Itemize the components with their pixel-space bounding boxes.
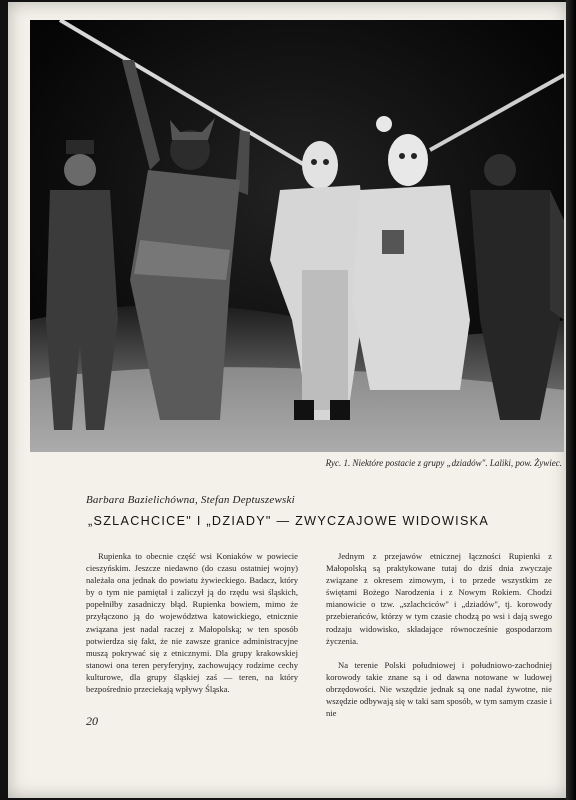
- folk-masked-figures-photograph: [30, 20, 564, 452]
- body-column-right: [326, 550, 552, 719]
- body-paragraph: Jednym z przejawów etnicznej łączności Rupienki z Małopolską są praktykowane tutaj do dziś dnia zwyczaje związane z okresem zimowym, i to przede wszystkim ze świętami Bożego Narodzenia i z Nowym Rokiem. Chodzi mianowicie o tzw. „szlachciców" i „dziadów", tj. korowody przebierańców, którzy w tym czasie chodzą po wsi i dają swego rodzaju widowisko, składające równocześnie gospodarzom życzenia.: [326, 551, 552, 646]
- page-number: 20: [86, 714, 98, 728]
- photograph-illustration: [30, 20, 564, 452]
- photo-caption: Ryc. 1. Niektóre postacie z grupy „dziadów". Laliki, pow. Żywiec.: [325, 458, 562, 468]
- article-authors: Barbara Bazielichówna, Stefan Deptuszewski: [86, 494, 295, 506]
- scan-border: [566, 0, 576, 800]
- article-title: „SZLACHCICE" I „DZIADY" — ZWYCZAJOWE WIDOWISKA: [88, 514, 490, 528]
- body-paragraph: Na terenie Polski południowej i południowo-zachodniej korowody takie znane są i od dawna notowane w ludowej obrzędowości. Nie wszędzie jednak są one nadal żywotne, nie wszędzie odbywają się w taki sam sposób, w tym samym czasie i nie: [326, 659, 552, 719]
- body-column-left: [86, 550, 298, 695]
- body-paragraph: Rupienka to obecnie część wsi Koniaków w powiecie cieszyńskim. Jeszcze niedawno (do czasu ostatniej wojny) należała ona jednak do powiatu żywieckiego. Badacz, który by o tym nie pamiętał i zaliczył ją do rzędu wsi śląskich, popełniłby zasadniczy błąd. Rupienka bowiem, mimo że przyłączono ją do województwa katowickiego, etnicznie związana jest nadal raczej z Małopolską; w ten sposób potwierdza się fakt, że nie zawsze granice administracyjne muszą pokrywać się z etnicznymi. Dla grupy krakowskiej stanowi ona teren peryferyjny, zachowujący rodzime cechy kulturowe, dla grupy śląskiej zaś — teren, na który bezpośrednio przeciekają wpływy Śląska.: [86, 551, 298, 695]
- magazine-page: [8, 2, 568, 798]
